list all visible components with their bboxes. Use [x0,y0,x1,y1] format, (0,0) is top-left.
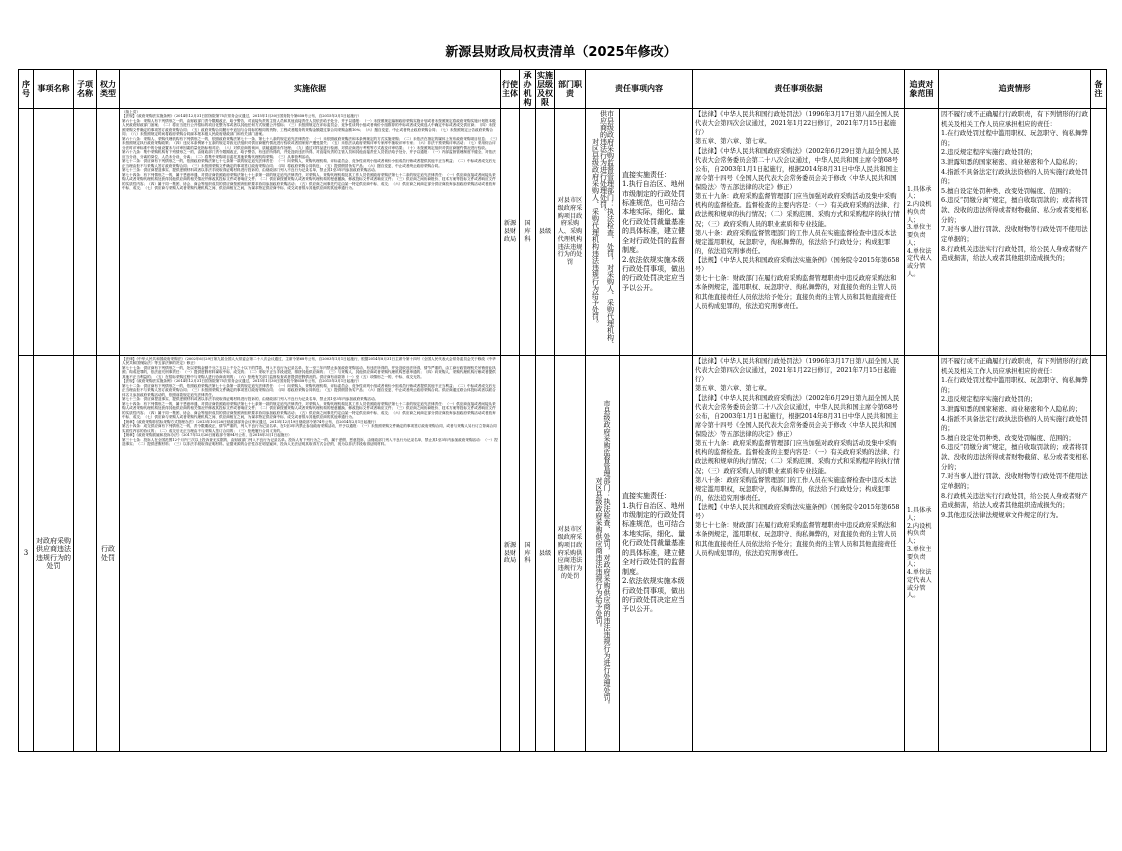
cell-basis [120,109,501,356]
cell-level: 县级 [536,356,555,752]
header-scenario: 追责情形 [939,70,1091,109]
duty-line: 2.依法依规实施本级行政处罚事项，做出的行政处罚决定应当予以公开。 [622,255,685,292]
basis-line: 第七十二条：供应商有下列情形之一的，依照政府采购法第七十七条第一款的规定追究法律责任：（一）向采购人、采购代理机构、评标委员会、竞争性谈判小组或者询价小组成员行贿或者提供其他不正当利益；（二）中标或者成交后无正当理由拒不与采购人签订政府采购合同；（三）未按照采购文件确定的事项签订政府采购合同；（四）将政府采购合同转包；（五）提供假冒伪劣产品；（六）擅自变更、中止或者终止政府采购合同。供应商通过联合体投标或者以联合体名义参加政府采购活动的，依照前款规定追究法律责任。 [122,383,496,397]
basis-line: 第六十九条：集中采购机构有下列情形之一的，由财政部门责令限期改正，给予警告，有违法所得的，并处没收违法所得，对直接负责的主管人员和其他直接责任人员依法给予处分，并予以通报：（一）内部监督管理制度不健全，对依法应当分设、分离的岗位、人员未分设、分离；（二）将集中采购项目委托其他采购代理机构采购；（三）从事营利活动。 [122,150,496,159]
header-scope: 追责对象范围 [905,70,939,109]
cell-subject: 新源县财政局 [501,109,520,356]
duty-basis-line: 第七十七条：财政部门在履行政府采购监督管理职责中违反政府采购法和本条例规定，滥用职权、玩忽职守、徇私舞弊的，对直接负责的主管人员和其他直接责任人员依法给予处分；直接负责的主管人员和其他直接责任人员构成犯罪的，依法追究刑事责任。 [695,522,897,557]
cell-seq: 3 [19,356,34,752]
cell-power-type: 行政处罚 [97,356,120,752]
cell-scenario [939,356,1091,752]
duty-vertical-col: 对区县级政府采购供应商违法违规行为给予处罚。 [595,476,603,631]
duty-vertical-col: 市县级政府采购监督管理部门：执法检查、处罚，对政府采购供应商的违法违规行为进行处理处罚。 [603,399,611,708]
duty-basis-line: 第五十九条：政府采购监督管理部门应当加强对政府采购活动及集中采购机构的监督检查。监督检查的主要内容是：（一）有关政府采购的法律、行政法规和规章的执行情况；（二）采购范围、采购方式和采购程序的执行情况；（三）政府采购人员的职业素质和专业技能。 [695,440,900,475]
duty-line: 2.依法依规实施本级行政处罚事项，做出的行政处罚决定应当予以公开。 [622,577,685,614]
cell-level: 县级 [536,109,555,356]
scope-line: 2.内设机构负责人； [907,522,932,545]
basis-line: 第六十七条：采购人有下列情形之一的，由财政部门责令限期改正，给予警告，对直接负责的主管人员和其他直接责任人员依法给予处分，并予以通报：（一）未按照规定编制政府采购实施计划或者未按照规定将政府采购实施计划报本级人民政府财政部门备案；（二）将应当进行公开招标的项目化整为零或者以其他任何方式规避公开招标；（三）未按照规定在评标委员会、竞争性谈判小组或者询价小组推荐的中标或者成交候选人中确定中标或者成交供应商；（四）未按照采购文件确定的事项签订政府采购合同；（五）政府采购合同履行中追加与合同标的相同的货物、工程或者服务的采购金额超过原合同采购金额10%；（六）擅自变更、中止或者终止政府采购合同；（七）未按照规定公告政府采购合同；（八）未按照规定时间将政府采购合同副本报本级人民政府财政部门和有关部门备案。 [122,118,496,137]
duty-basis-line: 第五章、第六章、第七章。 [695,138,771,146]
scenario-line: 5.擅自设定处罚种类、改变处罚幅度、范围的； [941,433,1075,442]
header-item: 事项名称 [34,70,74,109]
duty-vertical-col: 对区县级政府采购人、采购代理机构违法违规行为给予处罚。 [591,137,600,327]
basis-line: 第七十二条：供应商有下列情形之一的，依照政府采购法第七十七条第一款的规定追究法律责任：（一）向采购人、采购代理机构、评标委员会、竞争性谈判小组或者询价小组成员行贿或者提供其他不正当利益；（二）中标或者成交后无正当理由拒不与采购人签订政府采购合同；（三）未按照采购文件确定的事项签订政府采购合同；（四）将政府采购合同转包；（五）提供假冒伪劣产品；（六）擅自变更、中止或者终止政府采购合同。 [122,159,496,168]
cell-scope [905,109,939,356]
responsibility-table [18,69,1107,752]
header-dept-duty: 部门职责 [555,70,586,109]
header-subitem: 子项名称 [74,70,97,109]
basis-line: 【法规】《政府采购法实施条例》（2014年12月31日国务院第75次常务会议通过，2015年1月30日国务院令第658号公布，自2015年3月1日起施行） [122,379,362,384]
cell-basis [120,356,501,752]
cell-scope [905,356,939,752]
cell-scenario [939,109,1091,356]
scenario-line: 6.违反“罚缴分离”规定，擅自收取罚款的；或者将罚款、没收的违法所得或者财物截留、私分或者变相私分的； [941,196,1088,224]
cell-dept-duty: 对县市区级政府采购项目政府采购供应商违法违规行为的处罚 [555,356,586,752]
basis-line: 【法律】《中华人民共和国政府采购法》（2002年6月29日第九届全国人大常委会第二十八次会议通过，主席令第68号公布，自2003年1月1日起施行，根据2014年8月31日主席令第十四号《全国人民代表大会常务委员会关于修改〈中华人民共和国保险法〉等五部法律的决定》修正） [122,357,496,366]
cell-subitem [74,109,97,356]
basis-line: 【法规】《政府采购法实施条例》（2014年12月31日国务院第75次常务会议通过，2015年1月30日国务院令第658号公布，自2015年3月1日起施行） [122,114,362,119]
scenario-line: 2.违反规定程序实施行政处罚的； [941,148,1037,157]
cell-duty [620,109,693,356]
duty-basis-line: 【法规】《中华人民共和国政府采购法实施条例》（国务院令2015年第658号） [695,504,900,521]
duty-basis-line: 【法律】《中华人民共和国政府采购法》（2002年6月29日第九届全国人民代表大会常务委员会第二十八次会议通过，中华人民共和国主席令第68号公布，自2003年1月1日起施行，根据2014年8月31日中华人民共和国主席令第十四号《全国人民代表大会常务委员会关于修改〈中华人民共和国保险法〉等五部法律的决定》修正） [695,147,900,191]
basis-line: 【规章】《政府采购质疑和投诉办法》（2017年12月26日财政部令第94号公布，自2018年3月1日起施行） [122,433,292,438]
scope-line: 1.具体承人； [907,507,932,522]
cell-item [34,109,74,356]
scope-line: 1.具体承人； [907,185,932,201]
cell-note [1091,356,1107,752]
header-duty: 责任事项内容 [586,70,693,109]
basis-line: 第三十七条：投诉人在全国范围12个月内三次以上投诉查无实据的，由财政部门列入不良行为记录名单。投诉人有下列行为之一的，属于虚假、恶意投诉，由财政部门列入不良行为记录名单，禁止其1至3年内参加政府采购活动：（一）捏造事实；（二）提供虚假材料；（三）以非法手段取得证明材料。证据来源的合法性存在明显疑问，投诉人无法证明其取得方式合法的，视为以非法手段取得证明材料。 [122,437,498,447]
duty-basis-line: 【法律】《中华人民共和国政府采购法》（2002年6月29日第九届全国人民代表大会常务委员会第二十八次会议通过，中华人民共和国主席令第68号公布，自2003年1月1日起施行，根据2014年8月31日中华人民共和国主席令第十四号《全国人民代表大会常务委员会关于修改〈中华人民共和国保险法〉等五部法律的决定》修正） [695,394,900,438]
cell-note [1091,109,1107,356]
basis-line: 第七十三条：供应商捏造事实、提供虚假材料或者以非法手段取得证明材料进行投诉的，由财政部门列入不良行为记录名单，禁止其1至3年内参加政府采购活动。 [122,168,379,173]
table-row [19,109,1107,356]
scenario-line: 9.其他违反法律法规规章文件规定的行为。 [941,510,1063,519]
scenario-line: 8.行政机关违法实行行政处罚，给公民人身或者财产造成损害，给法人或者其他组织造成损失的； [941,244,1088,263]
page-title: 新源县财政局权责清单（2025年修改） [445,45,677,60]
duty-line: 直接实施责任： [622,492,671,501]
header-basis: 实施依据 [120,70,501,109]
scenario-line: 3.泄露知悉的国家秘密、商业秘密和个人隐私的； [941,405,1082,414]
header-note: 备注 [1091,70,1107,109]
scenario-line: 7.对当事人进行罚款、没收财物等行政处罚不使用法定单据的； [941,225,1088,243]
cell-duty-vertical [586,109,620,356]
cell-seq [19,109,34,356]
scenario-line: 因不履行或不正确履行行政职责，有下列情形的行政机关及相关工作人员应承担相应的责任： [941,357,1088,375]
scenario-line: 6.违反“罚缴分离”规定，擅自收取罚款的；或者将罚款、没收的违法所得或者财物截留、私分或者变相私分的； [941,443,1088,471]
basis-line: 第七十三条：供应商捏造事实、提供虚假材料或者以非法手段取得证明材料进行投诉的，由财政部门列入不良行为记录名单，禁止其1至3年内参加政府采购活动。 [122,397,379,402]
basis-line: 第七十四条：有下列情形之一的，属于恶意串通，对供应商依照政府采购法第七十七条第一款的规定追究法律责任，对采购人、采购代理机构及其工作人员依照政府采购法第七十二条的规定追究法律责任：（一）供应商直接或者间接从采购人或者采购代理机构处获得其他供应商的相关情况并修改其投标文件或者响应文件；（二）供应商按照采购人或者采购代理机构的授意撤换、修改投标文件或者响应文件；（三）供应商之间协商报价、技术方案等投标文件或者响应文件的实质性内容；（四）属于同一集团、协会、商会等组织成员的供应商按照该组织要求协同参加政府采购活动；（五）供应商之间事先约定由某一特定供应商中标、成交；（六）供应商之间商定部分供应商放弃参加政府采购活动或者放弃中标、成交；（七）供应商与采购人或者采购代理机构之间、供应商相互之间，为谋求特定供应商中标、成交或者排斥其他供应商的其他串通行为。 [122,172,496,191]
duty-basis-line: 第七十七条：财政部门在履行政府采购监督管理职责中违反政府采购法和本条例规定，滥用职权、玩忽职守、徇私舞弊的，对直接负责的主管人员和其他直接责任人员依法给予处分；直接负责的主管人员和其他直接责任人员构成犯罪的，依法追究刑事责任。 [695,275,897,310]
duty-basis-line: 第八十条：政府采购监督管理部门的工作人员在实施监督检查中违反本法规定滥用职权，玩忽职守，徇私舞弊的，依法给予行政处分；构成犯罪的，依法追究刑事责任。 [695,229,897,255]
basis-line: 第五十四条：成交供应商有下列情形之一的，责令限期改正，情节严重的，列入不良行为记录名单，在1至3年内禁止参加政府采购活动，并予以通报：（一）未按照采购文件确定的事项签订政府采购合同，或者与采购人另行订立背离合同实质性内容的协议的；（二）成交后无正当理由不与采购人签订合同的；（三）拒绝履行合同义务的。 [122,424,497,433]
header-level: 实施层级及权限 [537,70,553,108]
basis-line: 第六十八条：采购人、采购代理机构有下列情形之一的，依照政府采购法第七十一条、第七十八条的规定追究法律责任：（一）未依照政府采购法和本条例规定的方式实施采购；（二）未依法在指定的媒体上发布政府采购项目信息；（三）未按照规定执行政府采购政策；（四）违反本条例第十五条的规定导致无法组织对供应商履约情况进行验收或者国家财产遭受损失；（五）未依法从政府采购评审专家库中抽取评审专家；（六）非法干预采购评审活动；（七）采用综合评分法时评审标准中的分值设置未与评审因素的量化指标相对应；（八）对供应商的询问、质疑逾期未作处理；（九）通过对样品进行检测、对供应商进行考察等方式改变评审结果；（十）未按照规定组织对供应商履约情况进行验收。 [122,136,498,150]
header-power-type: 权力类型 [97,70,120,109]
cell-duty [620,356,693,752]
cell-item: 对政府采购供应商违法违规行为的处罚 [34,356,74,752]
scenario-line: 因不履行或不正确履行行政职责，有下列情形的行政机关及相关工作人员应承担相应的责任： [941,110,1088,128]
header-org: 承办机构 [520,70,536,109]
duty-basis-line: 【法律】《中华人民共和国行政处罚法》（1996年3月17日第八届全国人民代表大会第四次会议通过，2021年1月22日修订，2021年7月15日起施行） [695,111,900,137]
basis-line: 第七十七条：供应商有下列情形之一的，处以采购金额千分之五以上千分之十以下的罚款，列入不良行为记录名单，在一至三年内禁止参加政府采购活动，有违法所得的，并处没收违法所得，情节严重的，由工商行政管理机关吊销营业执照；构成犯罪的，依法追究刑事责任：（一）提供虚假材料谋取中标、成交的；（二）采取不正当手段诋毁、排挤其他供应商的；（三）与采购人、其他供应商或者采购代理机构恶意串通的；（四）向采购人、采购代理机构行贿或者提供其他不正当利益的；（五）在招标采购过程中与采购人进行协商谈判的；（六）拒绝有关部门监督检查或者提供虚假情况的。供应商有前款第（一）至（五）项情形之一的，中标、成交无效。 [122,365,496,379]
duty-line: 1.执行自治区、地州市级制定的行政处罚标准规范，也可结合本地实际，细化、量化行政处罚裁量基准的具体标准，建立健全对行政处罚的监督制度。 [622,501,685,576]
table-row [19,356,1107,752]
duty-basis-line: 【法规】《中华人民共和国政府采购法实施条例》（国务院令2015年第658号） [695,257,900,274]
duty-line: 1.执行自治区、地州市级制定的行政处罚标准规范，也可结合本地实际，细化、量化行政处罚裁量基准的具体标准，建立健全对行政处罚的监督制度。 [622,180,685,255]
table-header-row [19,70,1107,109]
duty-basis-line: 【法律】《中华人民共和国行政处罚法》（1996年3月17日第八届全国人民代表大会第四次会议通过，2021年1月22日修订，2021年7月15日起施行） [695,358,900,384]
basis-line: 第七十四条：有下列情形之一的，属于恶意串通，对供应商依照政府采购法第七十七条第一款的规定追究法律责任，对采购人、采购代理机构及其工作人员依照政府采购法第七十二条的规定追究法律责任：（一）供应商直接或者间接从采购人或者采购代理机构处获得其他供应商的相关情况并修改其投标文件或者响应文件；（二）供应商按照采购人或者采购代理机构的授意撤换、修改投标文件或者响应文件；（三）供应商之间协商报价、技术方案等投标文件或者响应文件的实质性内容；（四）属于同一集团、协会、商会等组织成员的供应商按照该组织要求协同参加政府采购活动；（五）供应商之间事先约定由某一特定供应商中标、成交；（六）供应商之间商定部分供应商放弃参加政府采购活动或者放弃中标、成交；（七）供应商与采购人或者采购代理机构之间、供应商相互之间，为谋求特定供应商中标、成交或者排斥其他供应商的其他串通行为。 [122,401,496,420]
basis-line: （续上页） [122,110,140,114]
cell-dept-duty: 对县市区级政府采购项目政府采购人、采购代理机构违法违规行为的处罚 [555,109,586,356]
header-seq: 序号 [19,70,34,109]
duty-vertical-col: 市县级政府采购监督管理部门：执法检查、处罚，对采购人、采购代理机构、供应商的违法行为进行处理处罚。 [599,110,615,348]
cell-org: 国库科 [520,356,536,752]
cell-duty-vertical [586,356,620,752]
scope-line: 2.内设机构负责人； [907,201,932,224]
scenario-line: 8.行政机关违法实行行政处罚，给公民人身或者财产造成损害，给法人或者其他组织造成损失的； [941,491,1088,510]
scope-line: 3.单位主要负责人； [907,545,932,569]
cell-duty-basis [693,356,905,752]
scenario-line: 7.对当事人进行罚款、没收财物等行政处罚不使用法定单据的； [941,472,1088,490]
scenario-line: 4.指派不具备法定行政执法资格的人员实施行政处罚的； [941,414,1088,433]
scope-line: 4.单位法定代表人或分管人。 [907,569,932,600]
cell-subitem [74,356,97,752]
scenario-line: 1.在行政处罚过程中滥用职权、玩忽职守、徇私舞弊的； [941,129,1088,147]
cell-subject: 新源县财政局 [501,356,520,752]
cell-org: 国库科 [520,109,536,356]
cell-power-type [97,109,120,356]
scope-line: 4.单位法定代表人或分管人。 [907,247,932,278]
scenario-line: 4.指派不具备法定行政执法资格的人员实施行政处罚的； [941,167,1088,186]
header-subject: 行使主体 [501,70,520,109]
scope-line: 3.单位主要负责人； [907,224,932,247]
duty-line: 直接实施责任： [622,170,671,179]
duty-basis-line: 第八十条：政府采购监督管理部门的工作人员在实施监督检查中违反本法规定滥用职权，玩忽职守，徇私舞弊的，依法给予行政处分；构成犯罪的，依法追究刑事责任。 [695,476,897,502]
basis-line: 【规章】《政府采购非招标采购方式管理办法》（2013年10月28日财政部部务会议审议通过，2013年12月19日财政部令第74号公布，自2014年2月1日起施行） [122,419,379,424]
scenario-line: 5.擅自设定处罚种类、改变处罚幅度、范围的； [941,186,1075,195]
duty-basis-line: 第五章、第六章、第七章。 [695,385,771,393]
header-duty-basis: 责任事项依据 [693,70,905,109]
scenario-line: 3.泄露知悉的国家秘密、商业秘密和个人隐私的； [941,158,1082,167]
cell-duty-basis [693,109,905,356]
scenario-line: 2.违反规定程序实施行政处罚的； [941,395,1037,404]
scenario-line: 1.在行政处罚过程中滥用职权、玩忽职守、徇私舞弊的； [941,376,1088,394]
duty-basis-line: 第五十九条：政府采购监督管理部门应当加强对政府采购活动及集中采购机构的监督检查。监督检查的主要内容是：（一）有关政府采购的法律、行政法规和规章的执行情况；（二）采购范围、采购方式和采购程序的执行情况；（三）政府采购人员的职业素质和专业技能。 [695,193,900,228]
